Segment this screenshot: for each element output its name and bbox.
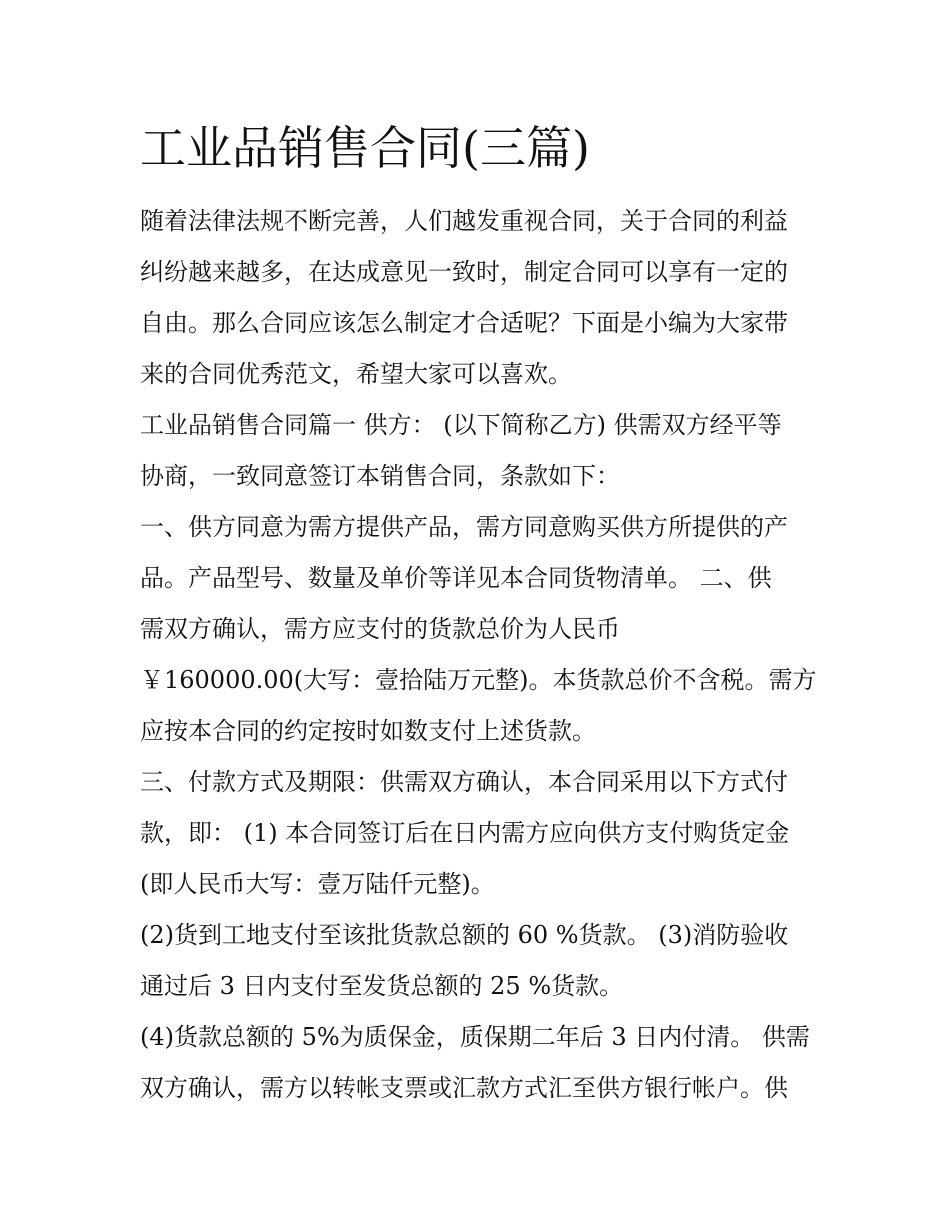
body-line: 通过后 3 日内支付至发货总额的 25 %货款。	[140, 972, 624, 1000]
body-line: 款，即： (1) 本合同签订后在日内需方应向供方支付购货定金	[140, 819, 790, 847]
body-line: 需双方确认，需方应支付的货款总价为人民币	[140, 615, 620, 643]
body-line: 双方确认，需方以转帐支票或汇款方式汇至供方银行帐户。供	[140, 1074, 788, 1102]
body-line: 来的合同优秀范文，希望大家可以喜欢。	[140, 360, 572, 388]
body-line: 纠纷越来越多，在达成意见一致时，制定合同可以享有一定的	[140, 258, 788, 286]
document-title: 工业品销售合同(三篇)	[140, 121, 590, 175]
body-line: ￥160000.00(大写：壹拾陆万元整)。本货款总价不含税。需方	[140, 666, 817, 694]
body-line: (2)货到工地支付至该批货款总额的 60 %货款。 (3)消防验收	[140, 921, 789, 949]
body-line: 随着法律法规不断完善，人们越发重视合同，关于合同的利益	[140, 207, 788, 235]
body-line: 一、供方同意为需方提供产品，需方同意购买供方所提供的产	[140, 513, 788, 541]
body-line: 三、付款方式及期限：供需双方确认，本合同采用以下方式付	[140, 768, 788, 796]
body-line: (即人民币大写：壹万陆仟元整)。	[140, 870, 495, 898]
body-line: 品。产品型号、数量及单价等详见本合同货物清单。 二、供	[140, 564, 772, 592]
body-line: 应按本合同的约定按时如数支付上述货款。	[140, 717, 596, 745]
body-line: 工业品销售合同篇一 供方： (以下简称乙方) 供需双方经平等	[140, 411, 782, 439]
body-line: (4)货款总额的 5%为质保金，质保期二年后 3 日内付清。 供需	[140, 1023, 810, 1051]
body-line: 协商，一致同意签订本销售合同，条款如下：	[140, 462, 620, 490]
body-line: 自由。那么合同应该怎么制定才合适呢？下面是小编为大家带	[140, 309, 788, 337]
